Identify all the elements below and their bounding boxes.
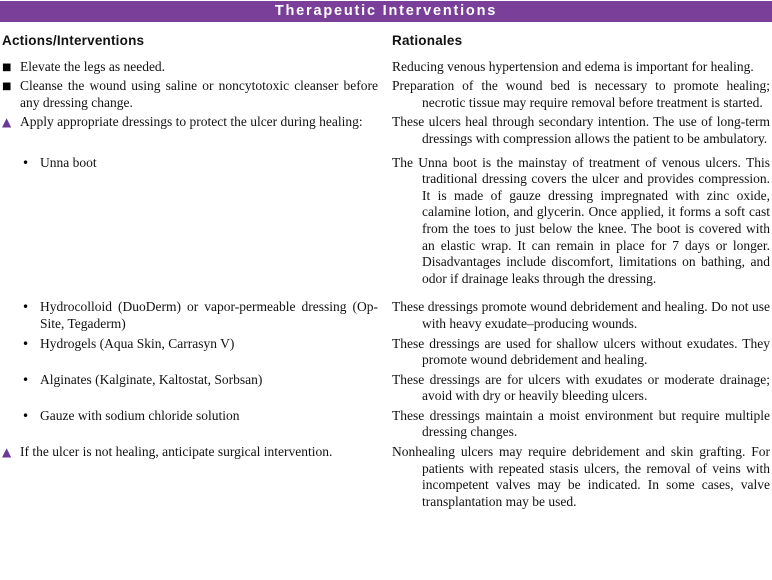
rationale-cell — [392, 299, 770, 332]
action-cell — [2, 299, 390, 332]
action-text: Unna boot — [40, 154, 97, 170]
table-row — [2, 444, 770, 510]
rationale-text: These dressings promote wound debridement and healing. Do not use with heavy exudate–producing wounds. — [392, 299, 770, 331]
bullet-marker-icon: • — [22, 300, 30, 315]
action-cell — [2, 114, 390, 147]
table-row — [2, 408, 770, 441]
rationale-cell — [392, 114, 770, 147]
bullet-marker-icon: • — [22, 372, 30, 387]
table-row — [2, 155, 770, 288]
action-text: Hydrocolloid (DuoDerm) or vapor-permeable dressing (Op-Site, Tegaderm) — [40, 299, 378, 331]
rationale-cell — [392, 59, 770, 76]
rationale-cell — [392, 372, 770, 405]
rationale-cell — [392, 408, 770, 441]
table-row — [2, 336, 770, 369]
table-row — [2, 372, 770, 405]
table-row — [2, 59, 770, 76]
rationale-text: These dressings are used for shallow ulcers without exudates. They promote wound debridement and healing. — [392, 335, 770, 368]
rationale-cell — [392, 336, 770, 369]
rationale-cell — [392, 444, 770, 510]
square-marker-icon: ■ — [2, 81, 12, 93]
rationale-text: Nonhealing ulcers may require debridement and skin grafting. For patients with repeated stasis ulcers, the removal of veins with incompetent valves may be indicated. In some cases, valve transplantation may be used. — [392, 444, 770, 509]
action-cell — [2, 408, 390, 441]
action-text: Elevate the legs as needed. — [20, 58, 166, 74]
rationale-text: These dressings maintain a moist environment but require multiple dressing changes. — [392, 407, 770, 440]
action-cell — [2, 336, 390, 369]
action-cell — [2, 372, 390, 405]
table-row — [2, 299, 770, 332]
title-bar — [0, 1, 772, 22]
action-text: If the ulcer is not healing, anticipate surgical intervention. — [20, 444, 333, 460]
action-cell — [2, 78, 390, 111]
bullet-marker-icon: • — [22, 155, 30, 170]
bullet-marker-icon: • — [22, 408, 30, 423]
rationale-cell — [392, 78, 770, 111]
table-row — [2, 78, 770, 111]
rationale-text: Preparation of the wound bed is necessary to promote healing; necrotic tissue may require removal before treatment is started. — [392, 78, 770, 110]
column-header-rationales: Rationales — [392, 33, 463, 48]
interventions-table — [0, 59, 772, 511]
page-title: Therapeutic Interventions — [274, 3, 498, 19]
triangle-marker-icon: ▲ — [2, 445, 12, 460]
page — [0, 1, 772, 580]
action-text: Gauze with sodium chloride solution — [40, 407, 240, 423]
triangle-marker-icon: ▲ — [2, 115, 12, 130]
action-text: Hydrogels (Aqua Skin, Carrasyn V) — [40, 335, 235, 351]
rationale-cell — [392, 155, 770, 288]
rationale-text: The Unna boot is the mainstay of treatment of venous ulcers. This traditional dressing covers the ulcer and provides compression. It is made of gauze dressing impregnated with zinc oxide, calamine lotion, and glycerin. Once applied, it forms a soft cast from the toes to just below the knee. The boot is covered with an elastic wrap. It can remain in place for 7 days or longer. Disadvantages include discomfort, limitations on bathing, and odor if drainage leaks through the dressing. — [392, 154, 770, 286]
square-marker-icon: ■ — [2, 61, 12, 73]
bullet-marker-icon: • — [22, 336, 30, 351]
column-header-actions: Actions/Interventions — [2, 33, 145, 48]
action-text: Alginates (Kalginate, Kaltostat, Sorbsan) — [40, 371, 263, 387]
action-text: Apply appropriate dressings to protect the ulcer during healing: — [20, 114, 363, 130]
rationale-text: Reducing venous hypertension and edema is important for healing. — [392, 58, 754, 74]
action-text: Cleanse the wound using saline or noncytotoxic cleanser before any dressing change. — [20, 78, 378, 110]
action-cell — [2, 155, 390, 288]
column-headers — [0, 33, 772, 50]
action-cell — [2, 59, 390, 76]
rationale-text: These ulcers heal through secondary intention. The use of long-term dressings with compression allows the patient to be ambulatory. — [392, 114, 770, 146]
table-row — [2, 114, 770, 147]
action-cell — [2, 444, 390, 510]
rationale-text: These dressings are for ulcers with exudates or moderate drainage; avoid with dry or heavily bleeding ulcers. — [392, 371, 770, 404]
